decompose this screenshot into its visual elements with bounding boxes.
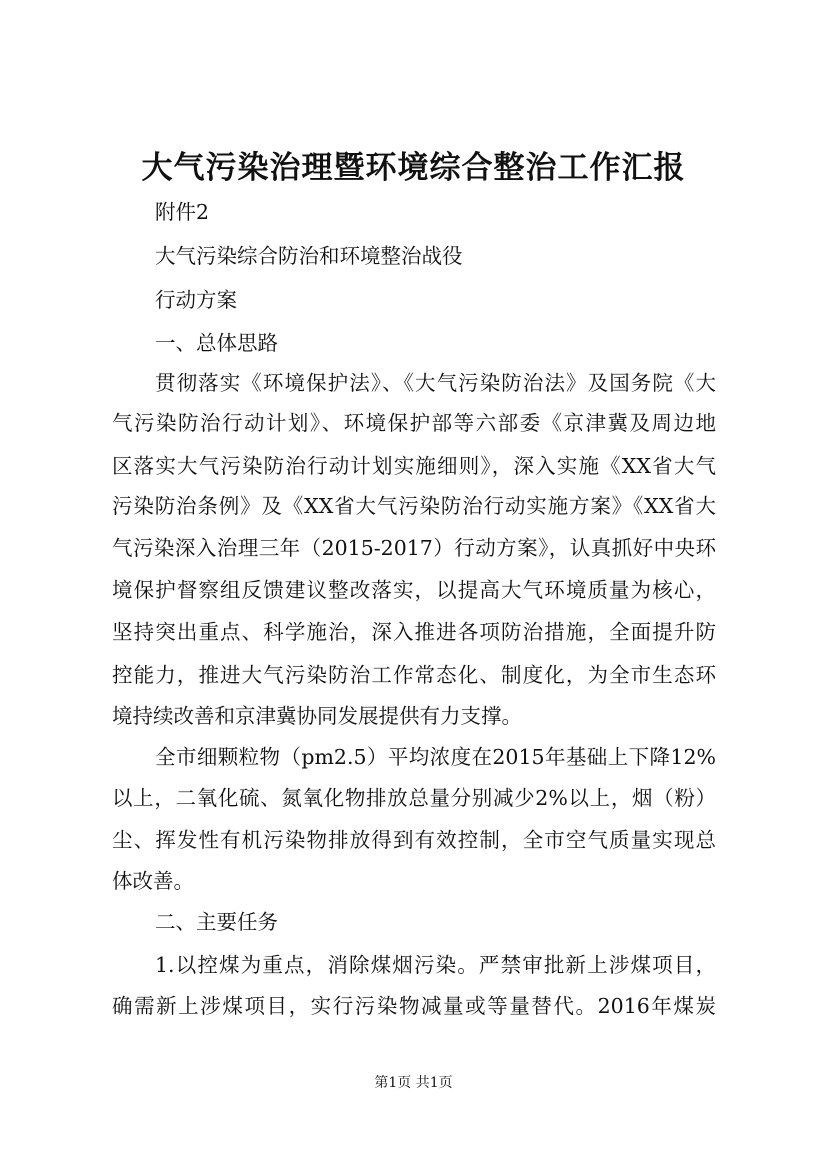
paragraph-line: 控能力，推进大气污染防治工作常态化、制度化，为全市生态环 [112,663,716,687]
paragraph-line: 贯彻落实《环境保护法》、《大气污染防治法》及国务院《大 [155,371,716,395]
paragraph-line: 境持续改善和京津冀协同发展提供有力支撑。 [112,704,522,728]
paragraph-line: 以上，二氧化硫、氮氧化物排放总量分别减少2%以上，烟（粉） [112,786,716,810]
paragraph-line: 体改善。 [112,869,194,893]
section-2-heading: 二、主要任务 [155,910,278,934]
paragraph-line: 区落实大气污染防治行动计划实施细则》，深入实施《XX省大气 [112,454,716,478]
paragraph-line: 境保护督察组反馈建议整改落实，以提高大气环境质量为核心， [112,578,716,602]
subtitle-line-2: 行动方案 [155,288,237,312]
paragraph-line: 全市细颗粒物（pm2.5）平均浓度在2015年基础上下降12% [155,745,716,769]
paragraph-line: 气污染防治行动计划》、环境保护部等六部委《京津冀及周边地 [112,411,716,435]
paragraph-line: 污染防治条例》及《XX省大气污染防治行动实施方案》《XX省大 [112,494,716,518]
section-1-heading: 一、总体思路 [155,331,278,355]
document-title: 大气污染治理暨环境综合整治工作汇报 [141,150,686,186]
attachment-label: 附件2 [155,200,210,224]
paragraph-line: 尘、挥发性有机污染物排放得到有效控制，全市空气质量实现总 [112,828,716,852]
paragraph-line: 确需新上涉煤项目，实行污染物减量或等量替代。2016年煤炭 [112,994,716,1018]
subtitle-line-1: 大气污染综合防治和环境整治战役 [155,244,463,268]
paragraph-line: 气污染深入治理三年（2015-2017）行动方案》，认真抓好中央环 [112,536,716,560]
page-number-footer: 第1页 共1页 [374,1075,453,1091]
paragraph-line: 1.以控煤为重点，消除煤烟污染。严禁审批新上涉煤项目， [155,953,716,977]
paragraph-line: 坚持突出重点、科学施治，深入推进各项防治措施，全面提升防 [112,620,716,644]
